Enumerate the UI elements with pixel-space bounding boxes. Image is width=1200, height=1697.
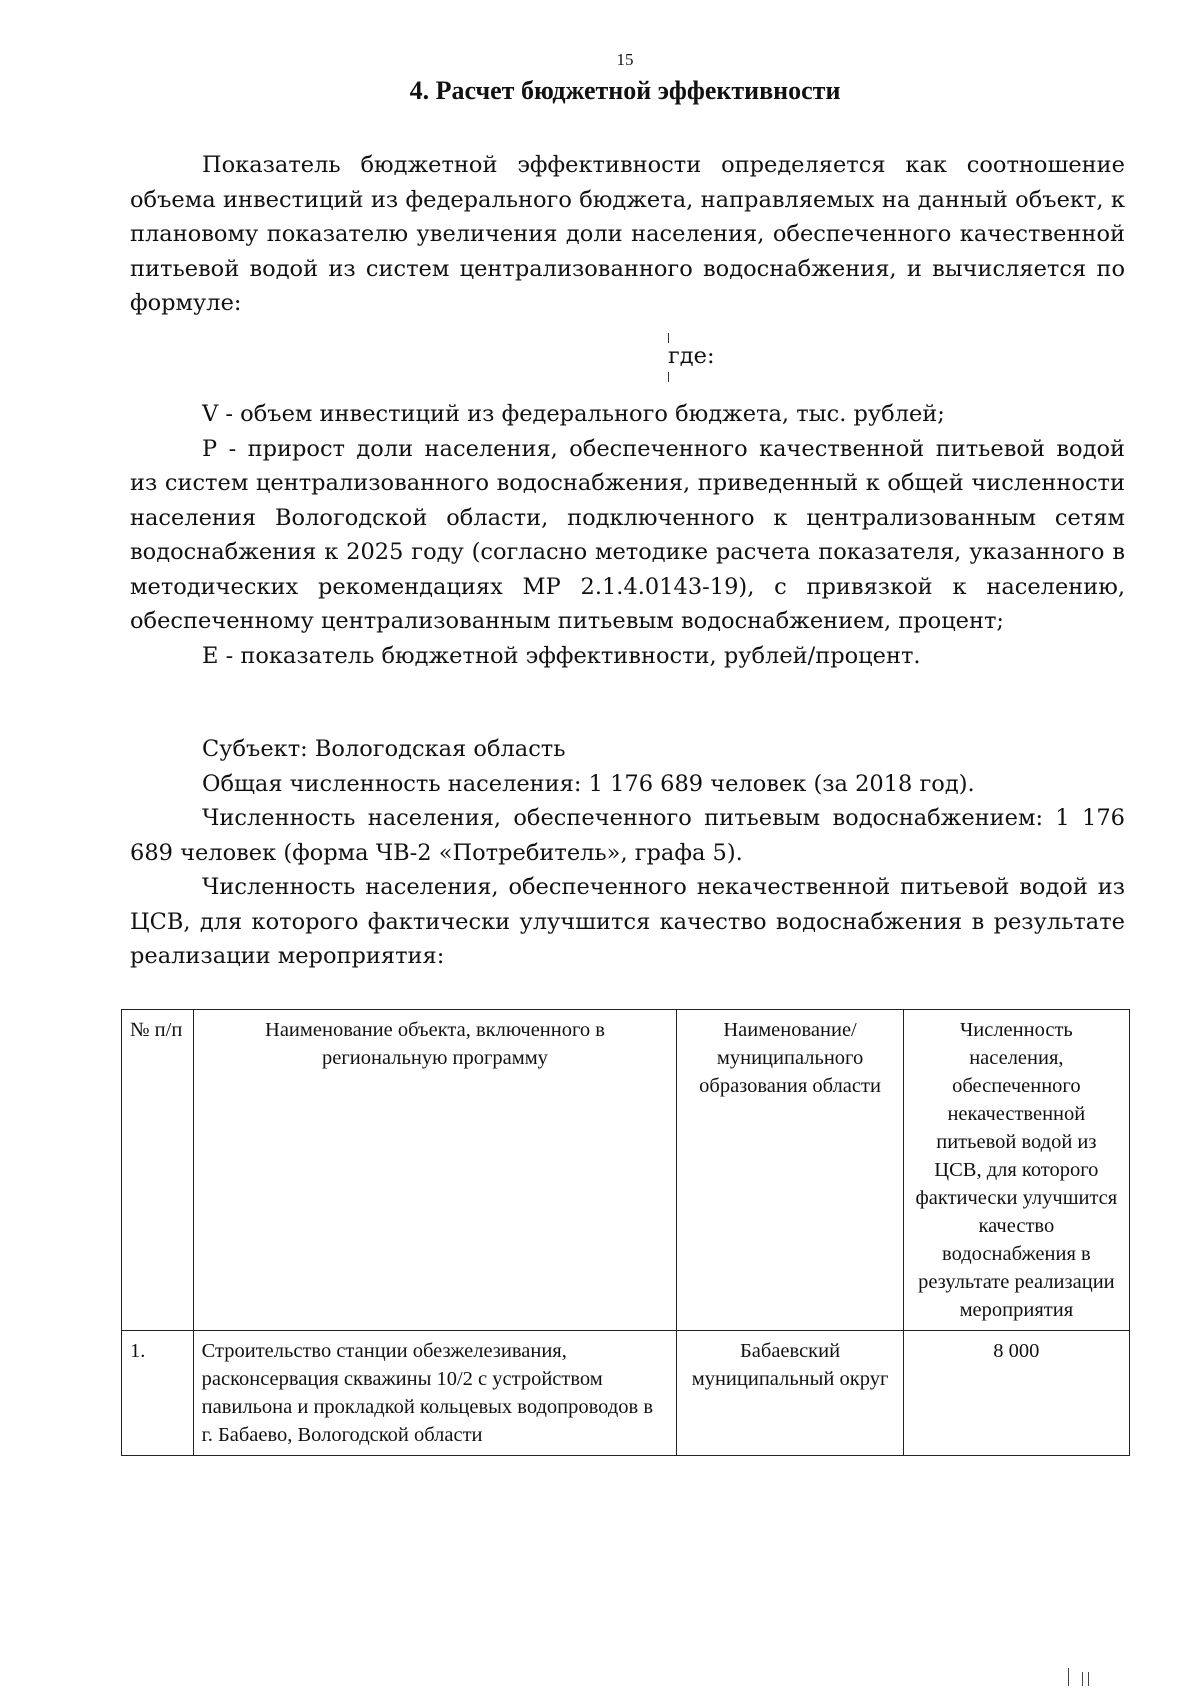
formula-marker	[668, 333, 669, 343]
row-population: 8 000	[903, 1331, 1129, 1456]
page-number: 15	[616, 50, 634, 69]
definition-e: E - показатель бюджетной эффективности, рублей/процент.	[202, 642, 921, 669]
definitions-list	[130, 397, 1125, 673]
row-object-name: Строительство станции обезжелезивания, расконсервация скважины 10/2 с устройством павильона и прокладкой кольцевых водопроводов в г. Бабаево, Вологодской области	[193, 1331, 677, 1456]
header-population: Численность населения, обеспеченного некачественной питьевой водой из ЦСВ, для которого фактически улучшится качество водоснабжения в результате реализации мероприятия	[903, 1010, 1129, 1331]
intro-paragraph: Показатель бюджетной эффективности определяется как соотношение объема инвестиций из федерального бюджета, направляемых на данный объект, к плановому показателю увеличения доли населения, обеспеченного качественной питьевой водой из систем централизованного водоснабжения, и вычисляется по формуле:	[130, 152, 1125, 316]
section-heading: 4. Расчет бюджетной эффективности	[409, 76, 841, 105]
total-population-line: Общая численность населения: 1 176 689 человек (за 2018 год).	[202, 770, 975, 797]
row-municipality: Бабаевский муниципальный округ	[677, 1331, 903, 1456]
scan-artifact	[1088, 1672, 1089, 1686]
scan-artifact	[1068, 1668, 1069, 1686]
definition-v: V - объем инвестиций из федерального бюджета, тыс. рублей;	[202, 401, 945, 427]
scan-artifact	[1082, 1672, 1083, 1686]
low-quality-population-intro: Численность населения, обеспеченного некачественной питьевой водой из ЦСВ, для которого фактически улучшится качество водоснабжения в результате реализации мероприятия:	[130, 874, 1125, 969]
header-municipality: Наименование/ муниципального образования области	[677, 1010, 903, 1331]
table-row	[122, 1331, 1130, 1456]
header-object-name: Наименование объекта, включенного в региональную программу	[193, 1010, 677, 1331]
supplied-population-line: Численность населения, обеспеченного питьевым водоснабжением: 1 176 689 человек (форма ЧВ-2 «Потребитель», графа 5).	[130, 805, 1125, 866]
formula-marker	[668, 372, 669, 382]
table-header-row	[122, 1010, 1130, 1331]
row-number: 1.	[122, 1331, 194, 1456]
subject-line: Субъект: Вологодская область	[202, 736, 566, 762]
definition-p: P - прирост доли населения, обеспеченного качественной питьевой водой из систем централизованного водоснабжения, приведенный к общей численности населения Вологодской области, подключенного к централизованным сетям водоснабжения к 2025 году (согласно методике расчета показателя, указанного в методических рекомендациях МР 2.1.4.0143-19), с привязкой к населению, обеспеченному централизованным питьевым водоснабжением, процент;	[130, 435, 1125, 634]
header-number: № п/п	[122, 1010, 194, 1331]
intro-block	[130, 148, 1125, 321]
formula-where-label: где:	[668, 343, 715, 369]
objects-table	[121, 1009, 1130, 1456]
subject-block	[130, 732, 1125, 974]
